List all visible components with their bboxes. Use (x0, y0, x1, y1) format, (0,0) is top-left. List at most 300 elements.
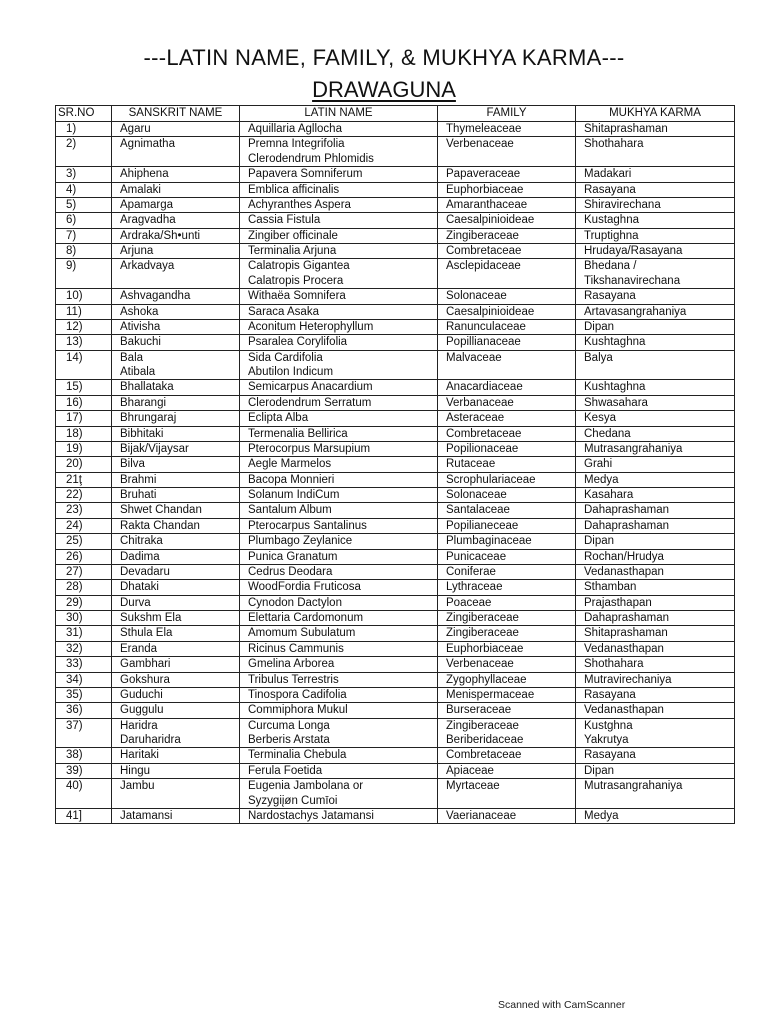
cell-sanskrit-name (112, 748, 240, 763)
cell-latin-name-line: Cedrus Deodara (248, 565, 333, 578)
cell-mukhya-karma-line: Medya (584, 473, 619, 486)
cell-srno: 1) (56, 122, 112, 137)
cell-latin-name (240, 411, 438, 426)
cell-sanskrit-name-line: Durva (120, 596, 151, 609)
table-row (56, 611, 735, 626)
cell-family (438, 488, 576, 503)
cell-mukhya-karma-line: Shitaprashaman (584, 123, 668, 135)
table-row (56, 122, 735, 137)
cell-sanskrit-name (112, 137, 240, 167)
table-row (56, 259, 735, 289)
cell-family-line: Amaranthaceae (446, 198, 528, 211)
cell-family (438, 228, 576, 243)
cell-sanskrit-name-line: Devadaru (120, 565, 170, 578)
cell-family (438, 808, 576, 823)
cell-family-line: Euphorbiaceae (446, 183, 524, 196)
table-row (56, 289, 735, 304)
cell-sanskrit-name (112, 213, 240, 228)
cell-mukhya-karma-line: Balya (584, 351, 613, 364)
table-row (56, 672, 735, 687)
cell-mukhya-karma-line: Artavasangrahaniya (584, 305, 687, 318)
cell-mukhya-karma-line: Rasayana (584, 290, 636, 303)
cell-latin-name-line: WoodFordia Fruticosa (248, 581, 361, 594)
table-row (56, 197, 735, 212)
cell-latin-name (240, 289, 438, 304)
cell-family-line: Scrophulariaceae (446, 473, 536, 486)
cell-latin-name (240, 472, 438, 487)
col-header-karma: MUKHYA KARMA (576, 106, 735, 122)
cell-sanskrit-name (112, 426, 240, 441)
cell-family-line: Zingiberaceae (446, 627, 519, 640)
cell-mukhya-karma-line: Mutrasangrahaniya (584, 442, 683, 455)
scanner-watermark: Scanned with CamScanner (498, 999, 626, 1011)
table-row (56, 319, 735, 334)
cell-family (438, 595, 576, 610)
cell-srno: 7) (56, 228, 112, 243)
cell-mukhya-karma-line: Dipan (584, 535, 615, 548)
cell-family (438, 472, 576, 487)
cell-latin-name (240, 259, 438, 289)
cell-family-line: Burseraceae (446, 704, 512, 717)
cell-family (438, 122, 576, 137)
cell-mukhya-karma-line: Shwasahara (584, 396, 648, 409)
table-row (56, 411, 735, 426)
cell-latin-name-line: Solanum IndiCum (248, 489, 340, 501)
cell-sanskrit-name-line: Chitraka (120, 535, 163, 548)
cell-family (438, 657, 576, 672)
cell-mukhya-karma-line: Rasayana (584, 749, 636, 762)
cell-latin-name-line: Aquillaria Agllocha (248, 123, 342, 135)
cell-family (438, 626, 576, 641)
cell-srno: 33) (56, 657, 112, 672)
cell-family (438, 687, 576, 702)
cell-sanskrit-name-line: Bibhitaki (120, 427, 164, 440)
table-row (56, 472, 735, 487)
cell-mukhya-karma-line: Kasahara (584, 489, 634, 501)
cell-srno: 10) (56, 289, 112, 304)
cell-latin-name-line: Commiphora Mukul (248, 704, 348, 717)
cell-family (438, 335, 576, 350)
table-row (56, 718, 735, 748)
cell-mukhya-karma-line: Truptighna (584, 229, 639, 242)
col-header-latin: LATIN NAME (240, 106, 438, 122)
cell-sanskrit-name-line: Agnimatha (120, 138, 175, 151)
cell-family (438, 137, 576, 167)
cell-latin-name (240, 488, 438, 503)
cell-latin-name (240, 503, 438, 518)
herb-table (55, 105, 735, 824)
cell-srno: 35) (56, 687, 112, 702)
cell-srno: 3) (56, 167, 112, 182)
cell-sanskrit-name (112, 228, 240, 243)
cell-family (438, 641, 576, 656)
cell-latin-name (240, 703, 438, 718)
table-row (56, 703, 735, 718)
cell-sanskrit-name-line: Atibala (120, 366, 156, 378)
cell-family (438, 564, 576, 579)
cell-latin-name (240, 763, 438, 778)
cell-srno: 16) (56, 395, 112, 410)
cell-sanskrit-name-line: Bilva (120, 458, 145, 471)
cell-srno: 41] (56, 808, 112, 823)
cell-family (438, 718, 576, 748)
cell-latin-name-line: Santalum Album (248, 504, 332, 517)
cell-latin-name-line: Achyranthes Aspera (248, 198, 351, 211)
cell-srno: 13) (56, 335, 112, 350)
cell-mukhya-karma-line: Rasayana (584, 183, 636, 196)
cell-latin-name-line: Punica Granatum (248, 550, 338, 563)
table-row (56, 641, 735, 656)
cell-mukhya-karma (576, 779, 735, 809)
cell-latin-name-line: Psaralea Corylifolia (248, 336, 348, 349)
cell-sanskrit-name (112, 718, 240, 748)
cell-sanskrit-name (112, 182, 240, 197)
cell-family-line: Verbanaceae (446, 396, 514, 409)
table-row (56, 350, 735, 380)
table-row (56, 488, 735, 503)
cell-family (438, 319, 576, 334)
table-row (56, 549, 735, 564)
cell-sanskrit-name (112, 779, 240, 809)
cell-sanskrit-name-line: Bharangi (120, 396, 167, 409)
cell-sanskrit-name-line: Dadima (120, 550, 160, 563)
cell-sanskrit-name (112, 626, 240, 641)
cell-latin-name-line: Sida Cardifolia (248, 351, 323, 364)
cell-mukhya-karma (576, 564, 735, 579)
cell-latin-name (240, 779, 438, 809)
table-row (56, 534, 735, 549)
cell-latin-name-line: Cassia Fistula (248, 214, 321, 227)
cell-latin-name (240, 549, 438, 564)
cell-sanskrit-name-line: Sukshm Ela (120, 612, 182, 624)
cell-srno: 34) (56, 672, 112, 687)
cell-latin-name-line: Ricinus Cammunis (248, 642, 344, 655)
table-row (56, 335, 735, 350)
cell-sanskrit-name-line: Rakta Chandan (120, 519, 200, 532)
cell-sanskrit-name (112, 395, 240, 410)
cell-family (438, 611, 576, 626)
cell-latin-name-line: Clerodendrum Phlomidis (248, 152, 374, 165)
cell-srno: 8) (56, 244, 112, 259)
cell-family (438, 672, 576, 687)
cell-latin-name (240, 457, 438, 472)
cell-family-line: Zygophyllaceae (446, 673, 527, 686)
cell-srno: 23) (56, 503, 112, 518)
table-row (56, 395, 735, 410)
cell-latin-name-line: Bacopa Monnieri (248, 473, 335, 486)
cell-family-line: Menispermaceae (446, 688, 535, 701)
col-header-sanskrit: SANSKRIT NAME (112, 106, 240, 122)
subtitle-text: DRAWAGUNA (312, 77, 456, 102)
cell-family (438, 534, 576, 549)
cell-sanskrit-name (112, 304, 240, 319)
table-row (56, 304, 735, 319)
table-row (56, 580, 735, 595)
table-row (56, 380, 735, 395)
cell-sanskrit-name-line: Arjuna (120, 245, 154, 257)
cell-mukhya-karma (576, 687, 735, 702)
cell-mukhya-karma-line: Shitaprashaman (584, 627, 668, 640)
table-row (56, 503, 735, 518)
cell-family-line: Solonaceae (446, 290, 507, 303)
table-row (56, 244, 735, 259)
cell-sanskrit-name (112, 350, 240, 380)
cell-srno: 28) (56, 580, 112, 595)
cell-family-line: Malvaceae (446, 351, 502, 364)
cell-mukhya-karma (576, 441, 735, 456)
cell-latin-name (240, 395, 438, 410)
cell-srno: 22) (56, 488, 112, 503)
cell-latin-name-line: Ferula Foetida (248, 764, 323, 777)
cell-sanskrit-name-line: Haritaki (120, 749, 159, 762)
cell-family-line: Vaerianaceae (446, 809, 517, 822)
cell-sanskrit-name (112, 411, 240, 426)
cell-sanskrit-name-line: Haridra (120, 719, 158, 732)
cell-family (438, 182, 576, 197)
table-row (56, 457, 735, 472)
cell-family (438, 197, 576, 212)
cell-latin-name-line: Clerodendrum Serratum (248, 396, 372, 409)
cell-mukhya-karma-line: Yakrutya (584, 734, 629, 746)
cell-latin-name (240, 441, 438, 456)
cell-family-line: Punicaceae (446, 550, 507, 563)
cell-latin-name (240, 244, 438, 259)
cell-family-line: Caesalpinioideae (446, 305, 535, 318)
cell-sanskrit-name-line: Daruharidra (120, 734, 181, 746)
cell-mukhya-karma-line: Vedanasthapan (584, 642, 664, 655)
page-subtitle (0, 77, 768, 103)
cell-mukhya-karma (576, 319, 735, 334)
cell-mukhya-karma-line: Medya (584, 809, 619, 822)
cell-sanskrit-name (112, 457, 240, 472)
cell-latin-name (240, 350, 438, 380)
cell-srno: 2) (56, 137, 112, 167)
cell-family (438, 350, 576, 380)
cell-latin-name-line: Termenalia Bellirica (248, 427, 348, 440)
cell-family (438, 748, 576, 763)
table-row (56, 779, 735, 809)
cell-family-line: Anacardiaceae (446, 381, 523, 394)
cell-family-line: Poaceae (446, 596, 492, 609)
page-title: ---LATIN NAME, FAMILY, & MUKHYA KARMA--- (143, 45, 625, 70)
cell-latin-name-line: Premna Integrifolia (248, 138, 345, 151)
cell-srno: 32) (56, 641, 112, 656)
cell-sanskrit-name-line: Ashvagandha (120, 290, 191, 303)
cell-mukhya-karma-line: Dahaprashaman (584, 504, 670, 517)
cell-mukhya-karma (576, 518, 735, 533)
cell-family-line: Zingiberaceae (446, 229, 519, 242)
cell-sanskrit-name-line: Hingu (120, 764, 151, 777)
cell-latin-name (240, 534, 438, 549)
cell-sanskrit-name-line: Bijak/Vijaysar (120, 442, 189, 455)
cell-sanskrit-name (112, 122, 240, 137)
cell-family (438, 441, 576, 456)
cell-latin-name (240, 380, 438, 395)
cell-latin-name-line: Tinospora Cadifolia (248, 688, 347, 701)
cell-mukhya-karma (576, 808, 735, 823)
cell-latin-name (240, 213, 438, 228)
cell-mukhya-karma (576, 213, 735, 228)
cell-family-line: Myrtaceae (446, 780, 500, 793)
cell-latin-name (240, 808, 438, 823)
cell-family-line: Solonaceae (446, 489, 507, 501)
cell-latin-name-line: Berberis Arstata (248, 734, 330, 746)
cell-mukhya-karma (576, 488, 735, 503)
cell-mukhya-karma-line: Kustaghna (584, 214, 639, 227)
cell-family (438, 411, 576, 426)
cell-sanskrit-name (112, 488, 240, 503)
cell-latin-name-line: Nardostachys Jatamansi (248, 809, 374, 822)
cell-family-line: Caesalpinioideae (446, 214, 535, 227)
cell-mukhya-karma (576, 395, 735, 410)
cell-family (438, 503, 576, 518)
cell-family (438, 580, 576, 595)
cell-mukhya-karma-line: Tikshanavirechana (584, 274, 681, 287)
cell-sanskrit-name (112, 564, 240, 579)
cell-latin-name-line: Terminalia Arjuna (248, 245, 337, 257)
cell-family-line: Beriberidaceae (446, 734, 524, 746)
cell-latin-name-line: Curcuma Longa (248, 719, 330, 732)
cell-sanskrit-name (112, 672, 240, 687)
cell-sanskrit-name-line: Bhallataka (120, 381, 174, 394)
cell-mukhya-karma (576, 411, 735, 426)
cell-latin-name-line: Tribulus Terrestris (248, 673, 339, 686)
cell-mukhya-karma-line: Prajasthapan (584, 596, 652, 609)
cell-srno: 36) (56, 703, 112, 718)
cell-sanskrit-name-line: Arkadvaya (120, 260, 175, 273)
cell-family-line: Combretaceae (446, 427, 522, 440)
cell-sanskrit-name (112, 580, 240, 595)
table-row (56, 228, 735, 243)
cell-sanskrit-name (112, 503, 240, 518)
cell-mukhya-karma (576, 289, 735, 304)
cell-sanskrit-name (112, 380, 240, 395)
cell-mukhya-karma-line: Hrudaya/Rasayana (584, 245, 683, 257)
cell-latin-name-line: Gmelina Arborea (248, 658, 335, 671)
cell-mukhya-karma (576, 350, 735, 380)
cell-sanskrit-name (112, 534, 240, 549)
cell-srno: 26) (56, 549, 112, 564)
cell-mukhya-karma (576, 426, 735, 441)
cell-family (438, 763, 576, 778)
cell-latin-name-line: Papavera Somniferum (248, 168, 363, 181)
cell-family-line: Zingiberaceae (446, 719, 519, 732)
cell-sanskrit-name (112, 763, 240, 778)
cell-mukhya-karma (576, 503, 735, 518)
cell-latin-name (240, 426, 438, 441)
table-row (56, 213, 735, 228)
cell-sanskrit-name (112, 549, 240, 564)
cell-srno: 27) (56, 564, 112, 579)
cell-mukhya-karma (576, 244, 735, 259)
cell-mukhya-karma-line: Vedanasthapan (584, 565, 664, 578)
cell-mukhya-karma (576, 641, 735, 656)
cell-sanskrit-name (112, 518, 240, 533)
cell-latin-name-line: Semicarpus Anacardium (248, 381, 373, 394)
cell-mukhya-karma (576, 380, 735, 395)
header-row (56, 106, 735, 122)
cell-sanskrit-name-line: Sthula Ela (120, 627, 173, 640)
cell-latin-name-line: Zingiber officinale (248, 229, 338, 242)
cell-sanskrit-name (112, 687, 240, 702)
cell-sanskrit-name (112, 167, 240, 182)
cell-latin-name (240, 641, 438, 656)
cell-mukhya-karma-line: Kustghna (584, 719, 633, 732)
cell-mukhya-karma (576, 763, 735, 778)
cell-family-line: Asclepidaceae (446, 260, 521, 273)
cell-srno: 21ţ (56, 472, 112, 487)
cell-srno: 39) (56, 763, 112, 778)
cell-srno: 5) (56, 197, 112, 212)
cell-mukhya-karma-line: Shothahara (584, 138, 644, 151)
cell-latin-name (240, 319, 438, 334)
cell-mukhya-karma-line: Shothahara (584, 658, 644, 671)
cell-mukhya-karma (576, 672, 735, 687)
cell-sanskrit-name-line: Bruhati (120, 489, 157, 501)
cell-sanskrit-name (112, 335, 240, 350)
col-header-srno: SR.NO (56, 106, 112, 122)
cell-family-line: Combretaceae (446, 245, 522, 257)
cell-latin-name-line: Plumbago Zeylanice (248, 535, 353, 548)
table-row (56, 518, 735, 533)
cell-sanskrit-name-line: Amalaki (120, 183, 161, 196)
table-row (56, 626, 735, 641)
cell-mukhya-karma (576, 657, 735, 672)
cell-sanskrit-name-line: Bala (120, 351, 144, 364)
cell-sanskrit-name (112, 244, 240, 259)
cell-sanskrit-name-line: Dhataki (120, 581, 159, 594)
cell-mukhya-karma-line: Dahaprashaman (584, 519, 670, 532)
cell-sanskrit-name-line: Eranda (120, 642, 158, 655)
table-row (56, 808, 735, 823)
cell-family-line: Verbenaceae (446, 138, 514, 151)
cell-family-line: Santalaceae (446, 504, 510, 517)
cell-mukhya-karma (576, 197, 735, 212)
cell-mukhya-karma-line: Shiravirechana (584, 198, 661, 211)
cell-sanskrit-name-line: Agaru (120, 123, 151, 135)
cell-sanskrit-name-line: Ardraka/Sh•unti (120, 229, 201, 242)
cell-srno: 17) (56, 411, 112, 426)
cell-family (438, 457, 576, 472)
cell-mukhya-karma (576, 534, 735, 549)
cell-sanskrit-name-line: Shwet Chandan (120, 504, 202, 517)
cell-mukhya-karma-line: Bhedana / (584, 260, 637, 273)
cell-mukhya-karma (576, 167, 735, 182)
cell-sanskrit-name-line: Gambhari (120, 658, 171, 671)
cell-latin-name (240, 657, 438, 672)
cell-sanskrit-name-line: Ashoka (120, 305, 159, 318)
cell-family (438, 779, 576, 809)
cell-latin-name-line: Pterocarpus Santalinus (248, 519, 367, 532)
cell-family-line: Asteraceae (446, 412, 505, 425)
cell-mukhya-karma (576, 457, 735, 472)
cell-latin-name-line: Eclipta Alba (248, 412, 309, 425)
cell-latin-name-line: Terminalia Chebula (248, 749, 347, 762)
cell-family-line: Coniferae (446, 565, 496, 578)
cell-sanskrit-name-line: Apamarga (120, 198, 174, 211)
cell-mukhya-karma (576, 304, 735, 319)
table-row (56, 167, 735, 182)
cell-mukhya-karma-line: Kushtaghna (584, 381, 646, 394)
cell-family-line: Lythraceae (446, 581, 503, 594)
cell-family (438, 380, 576, 395)
cell-sanskrit-name (112, 259, 240, 289)
cell-mukhya-karma (576, 335, 735, 350)
cell-latin-name (240, 122, 438, 137)
cell-srno: 15) (56, 380, 112, 395)
cell-srno: 37) (56, 718, 112, 748)
cell-mukhya-karma-line: Dahaprashaman (584, 612, 670, 624)
